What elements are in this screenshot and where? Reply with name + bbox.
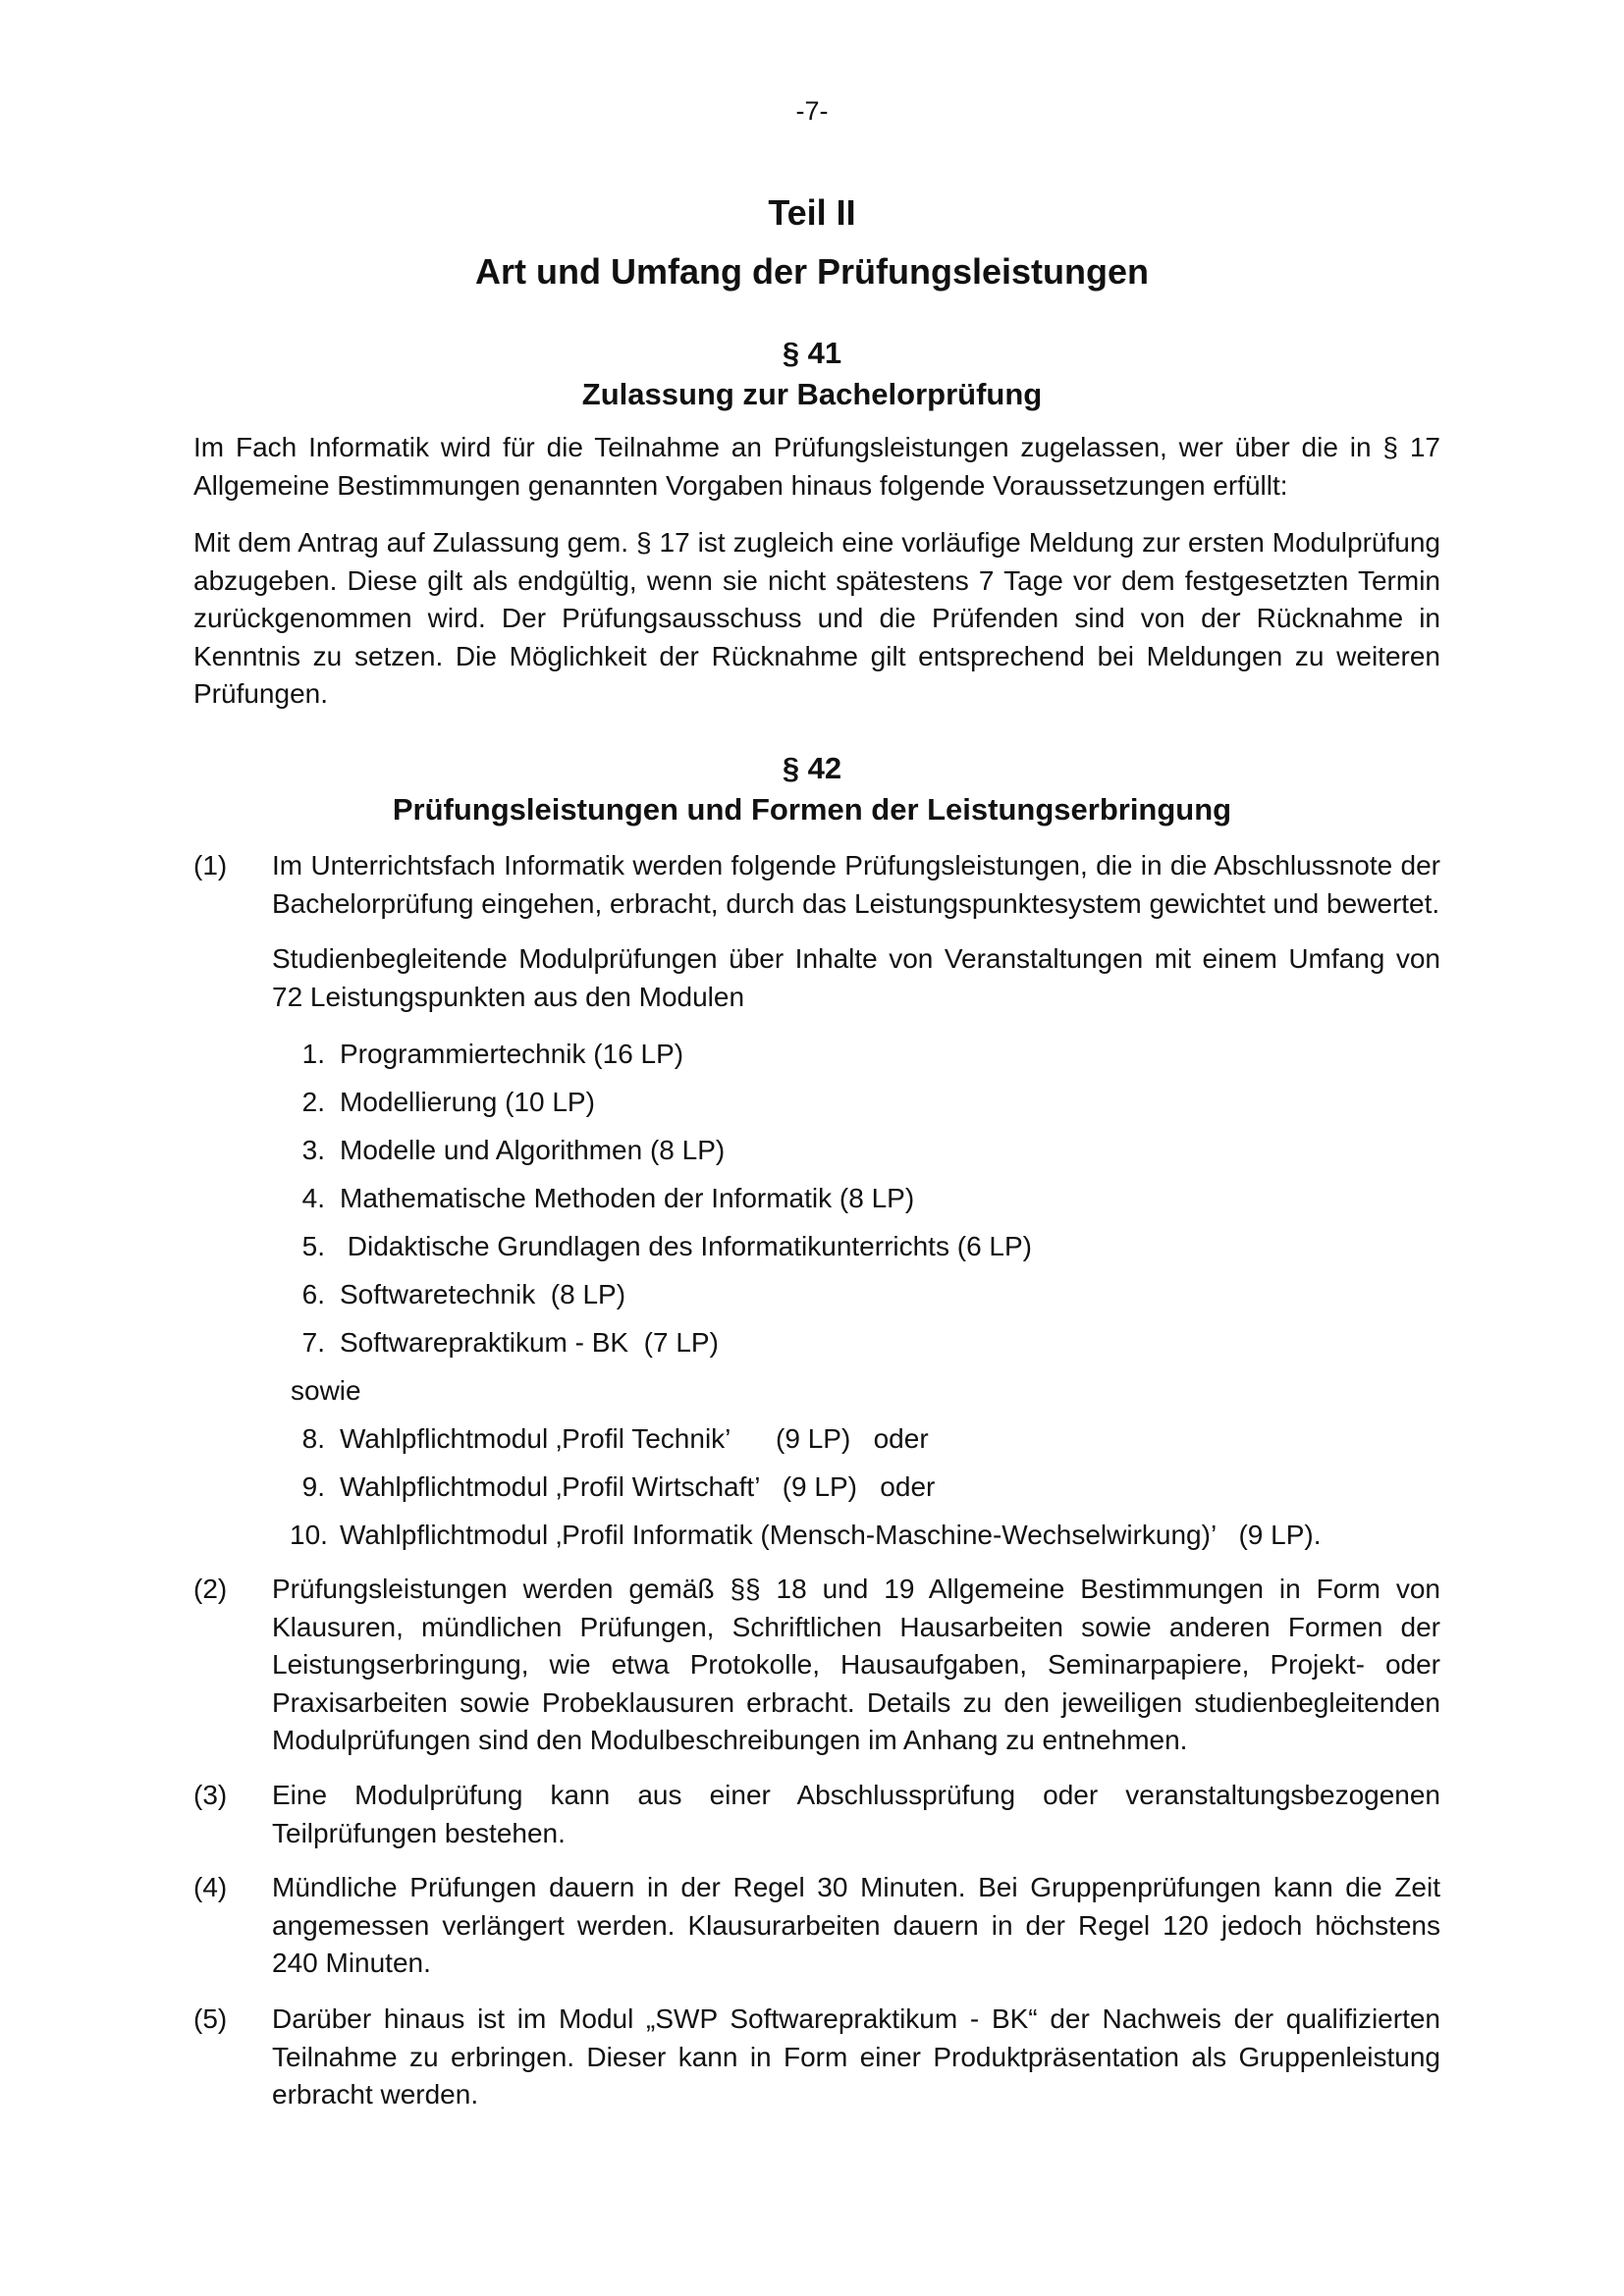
paragraph-2-text: Prüfungsleistungen werden gemäß §§ 18 und 19 Allgemeine Bestimmungen in Form von Klausuren, mündlichen Prüfungen, Schriftlichen Hausarbeiten sowie anderen Formen der Leistungserbringung, wie etwa Protokolle, Hausaufgaben, Seminarpapiere, Projekt- oder Praxisarbeiten sowie Probeklausuren erbracht. Details zu den jeweiligen studienbegleitenden Modulprüfungen sind den Modulbeschreibungen im Anhang zu entnehmen.: [272, 1574, 1440, 1755]
paragraph-3-number: (3): [193, 1780, 228, 1810]
module-number: 7.: [301, 1327, 325, 1358]
page-number: -7-: [795, 96, 829, 126]
section-42-number: § 42: [782, 751, 842, 785]
module-item: Didaktische Grundlagen des Informatikunterrichts (6 LP): [340, 1231, 1032, 1261]
paragraph-2-number: (2): [193, 1574, 228, 1604]
module-item: Softwaretechnik (8 LP): [340, 1279, 626, 1309]
module-number: 6.: [301, 1279, 325, 1309]
section-41-paragraph-2: Mit dem Antrag auf Zulassung gem. § 17 ist zugleich eine vorläufige Meldung zur ersten Modulprüfung abzugeben. Diese gilt als endgültig, wenn sie nicht spätestens 7 Tage vor dem festgesetzten Termin zurückgenommen wird. Der Prüfungsausschuss und die Prüfenden sind von der Rücknahme in Kenntnis zu setzen. Die Möglichkeit der Rücknahme gilt entsprechend bei Meldungen zu weiteren Prüfungen.: [193, 527, 1440, 709]
module-item: Programmiertechnik (16 LP): [340, 1039, 684, 1069]
elective-number: 8.: [301, 1423, 325, 1454]
paragraph-3-text: Eine Modulprüfung kann aus einer Abschlussprüfung oder veranstaltungsbezogenen Teilprüfungen bestehen.: [272, 1780, 1440, 1848]
part-title: Teil II: [768, 192, 856, 233]
paragraph-5-number: (5): [193, 2003, 228, 2034]
section-41-paragraph-1: Im Fach Informatik wird für die Teilnahme an Prüfungsleistungen zugelassen, wer über die in § 17 Allgemeine Bestimmungen genannten Vorgaben hinaus folgende Voraussetzungen erfüllt:: [193, 432, 1440, 501]
elective-number: 10.: [290, 1520, 328, 1550]
section-41-title: Zulassung zur Bachelorprüfung: [581, 377, 1043, 411]
elective-item: Wahlpflichtmodul ‚Profil Wirtschaft’ (9 LP) oder: [340, 1471, 936, 1502]
paragraph-4-text: Mündliche Prüfungen dauern in der Regel 30 Minuten. Bei Gruppenprüfungen kann die Zeit angemessen verlängert werden. Klausurarbeiten dauern in der Regel 120 jedoch höchstens 240 Minuten.: [272, 1872, 1440, 1978]
elective-item: Wahlpflichtmodul ‚Profil Technik’ (9 LP) oder: [340, 1423, 929, 1454]
paragraph-1-text: Im Unterrichtsfach Informatik werden folgende Prüfungsleistungen, die in die Abschlussnote der Bachelorprüfung eingehen, erbracht, durch das Leistungspunktesystem gewichtet und bewertet.: [272, 850, 1440, 919]
module-number: 5.: [301, 1231, 325, 1261]
module-item: Mathematische Methoden der Informatik (8 LP): [340, 1183, 915, 1213]
module-item: Softwarepraktikum - BK (7 LP): [340, 1327, 719, 1358]
module-number: 1.: [301, 1039, 325, 1069]
module-number: 4.: [301, 1183, 325, 1213]
section-41-number: § 41: [782, 336, 842, 370]
elective-number: 9.: [301, 1471, 325, 1502]
module-number: 3.: [301, 1135, 325, 1165]
sowie-label: sowie: [291, 1375, 361, 1406]
part-subtitle: Art und Umfang der Prüfungsleistungen: [474, 251, 1149, 292]
paragraph-1-number: (1): [193, 850, 228, 881]
section-42-title: Prüfungsleistungen und Formen der Leistungserbringung: [392, 792, 1232, 827]
module-number: 2.: [301, 1087, 325, 1117]
paragraph-5-text: Darüber hinaus ist im Modul „SWP Softwarepraktikum - BK“ der Nachweis der qualifizierten Teilnahme zu erbringen. Dieser kann in Form einer Produktpräsentation als Gruppenleistung erbracht werden.: [272, 2003, 1440, 2109]
paragraph-4-number: (4): [193, 1872, 228, 1902]
module-item: Modellierung (10 LP): [340, 1087, 595, 1117]
paragraph-1-text-2: Studienbegleitende Modulprüfungen über Inhalte von Veranstaltungen mit einem Umfang von 72 Leistungspunkten aus den Modulen: [272, 943, 1440, 1012]
elective-item: Wahlpflichtmodul ‚Profil Informatik (Mensch-Maschine-Wechselwirkung)’ (9 LP).: [340, 1520, 1322, 1550]
module-item: Modelle und Algorithmen (8 LP): [340, 1135, 726, 1165]
